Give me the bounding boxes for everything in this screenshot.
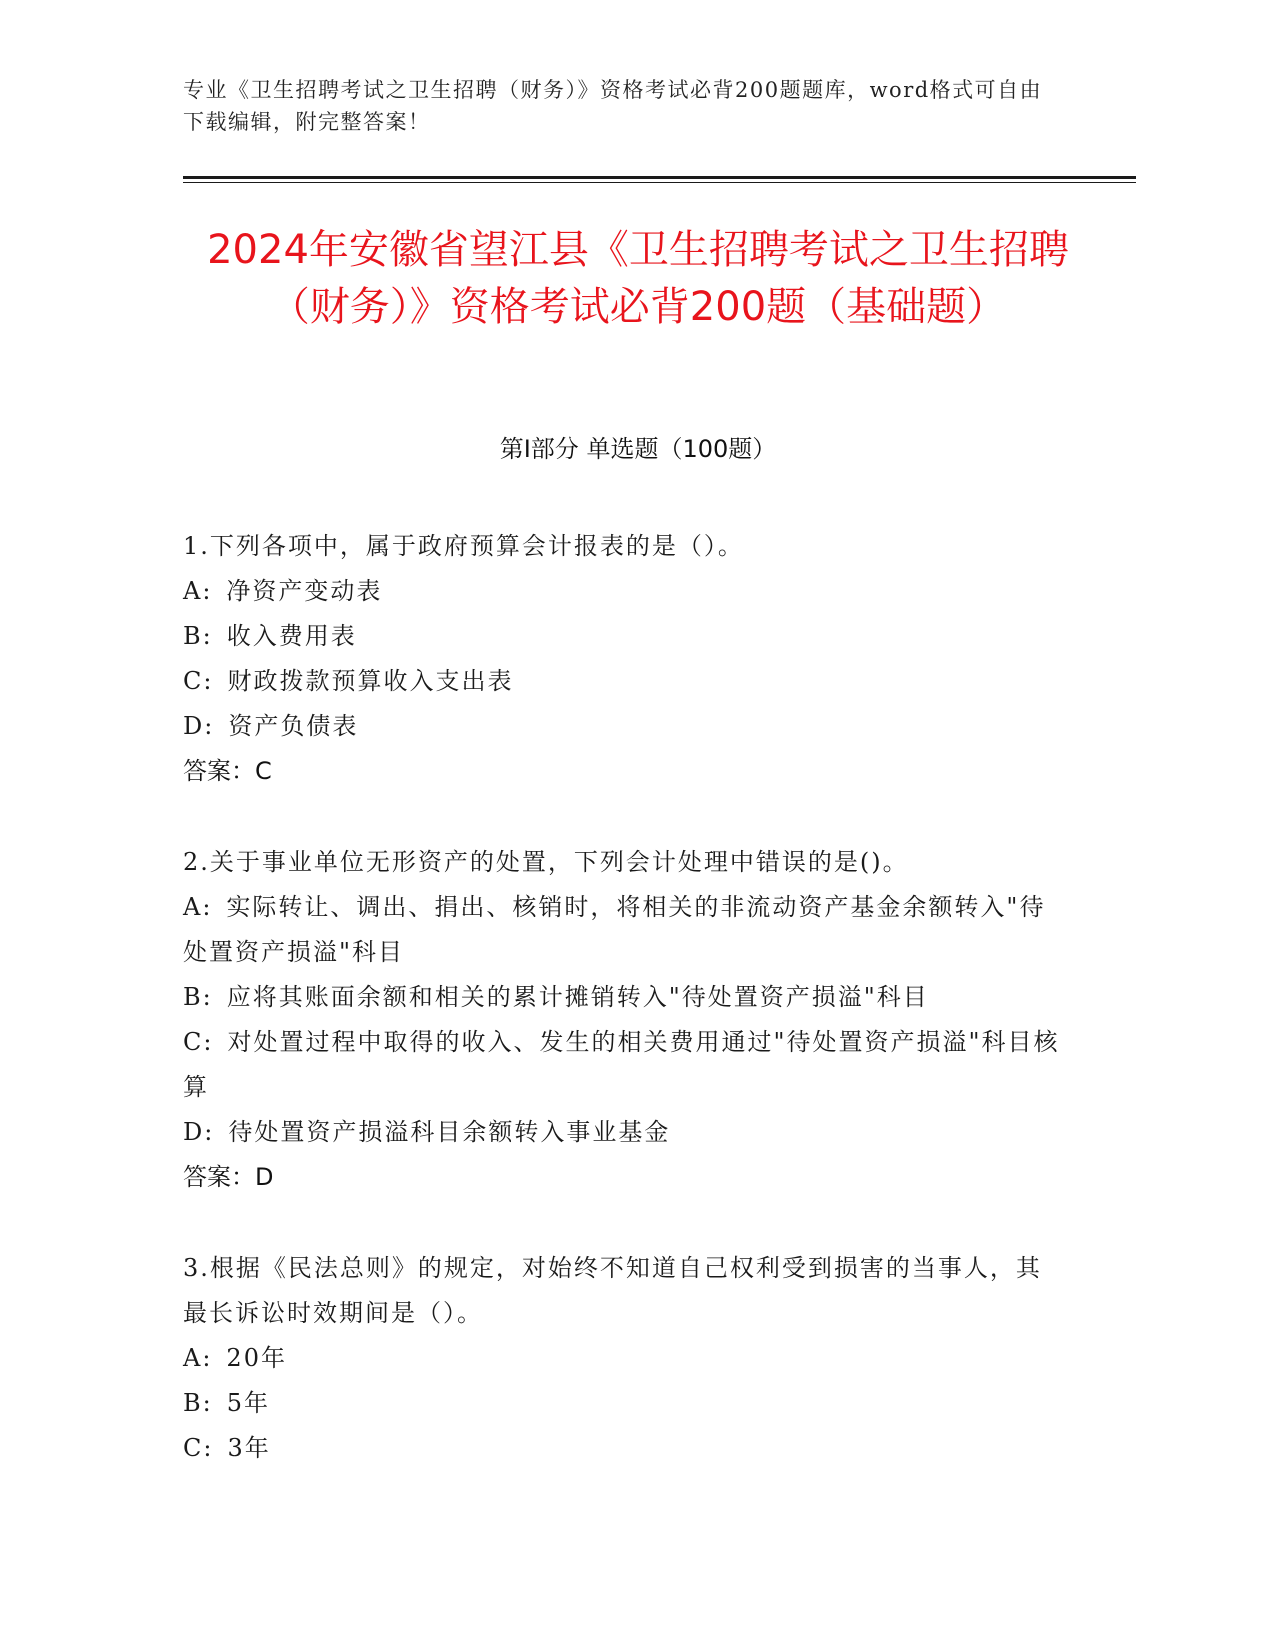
header-rule-thin xyxy=(183,182,1136,183)
option-text: 待处置资产损溢科目余额转入事业基金 xyxy=(228,1118,671,1146)
question-2 xyxy=(183,840,1063,1200)
question-3 xyxy=(183,1246,1063,1471)
option-text: 财政拨款预算收入支出表 xyxy=(227,667,514,695)
option-c xyxy=(183,1426,1063,1471)
option-text: 净资产变动表 xyxy=(226,577,383,605)
answer-line: 答案：D xyxy=(183,1163,274,1191)
option-letter: A: xyxy=(183,577,213,605)
option-text: 实际转让、调出、捐出、核销时，将相关的非流动资产基金余额转入"待处置资产损溢"科目 xyxy=(183,893,1046,966)
option-text: 应将其账面余额和相关的累计摊销转入"待处置资产损溢"科目 xyxy=(226,983,929,1011)
option-letter: B: xyxy=(183,983,213,1011)
question-1 xyxy=(183,524,1063,794)
option-text: 对处置过程中取得的收入、发生的相关费用通过"待处置资产损溢"科目核算 xyxy=(183,1028,1060,1101)
option-letter: C: xyxy=(183,1434,214,1462)
option-a xyxy=(183,885,1063,975)
option-letter: B: xyxy=(183,1389,213,1417)
option-letter: A: xyxy=(183,893,213,921)
document-title: 2024年安徽省望江县《卫生招聘考试之卫生招聘（财务）》资格考试必背200题（基础题） xyxy=(207,227,1069,330)
option-letter: D: xyxy=(183,1118,215,1146)
question-list xyxy=(183,524,1063,1517)
option-a xyxy=(183,1336,1063,1381)
question-stem: 3.根据《民法总则》的规定，对始终不知道自己权利受到损害的当事人，其最长诉讼时效期间是（）。 xyxy=(183,1254,1042,1327)
option-text: 20年 xyxy=(226,1344,287,1372)
question-stem: 2.关于事业单位无形资产的处置，下列会计处理中错误的是()。 xyxy=(183,848,909,876)
answer-line: 答案：C xyxy=(183,757,272,785)
header-note: 专业《卫生招聘考试之卫生招聘（财务）》资格考试必背200题题库，word格式可自由下载编辑，附完整答案！ xyxy=(183,78,1043,134)
option-b xyxy=(183,975,1063,1020)
option-letter: A: xyxy=(183,1344,213,1372)
option-b xyxy=(183,614,1063,659)
option-text: 3年 xyxy=(227,1434,271,1462)
option-letter: B: xyxy=(183,622,213,650)
option-c xyxy=(183,1020,1063,1110)
option-text: 资产负债表 xyxy=(228,712,359,740)
option-a xyxy=(183,569,1063,614)
section-title: 第Ⅰ部分 单选题（100题） xyxy=(499,435,777,463)
option-b xyxy=(183,1381,1063,1426)
option-text: 5年 xyxy=(226,1389,271,1417)
option-letter: C: xyxy=(183,667,214,695)
option-c xyxy=(183,659,1063,704)
option-d xyxy=(183,1110,1063,1155)
header-rule-thick xyxy=(183,176,1136,179)
option-letter: C: xyxy=(183,1028,214,1056)
option-letter: D: xyxy=(183,712,215,740)
question-stem: 1.下列各项中，属于政府预算会计报表的是（）。 xyxy=(183,532,744,560)
option-text: 收入费用表 xyxy=(226,622,357,650)
option-d xyxy=(183,704,1063,749)
